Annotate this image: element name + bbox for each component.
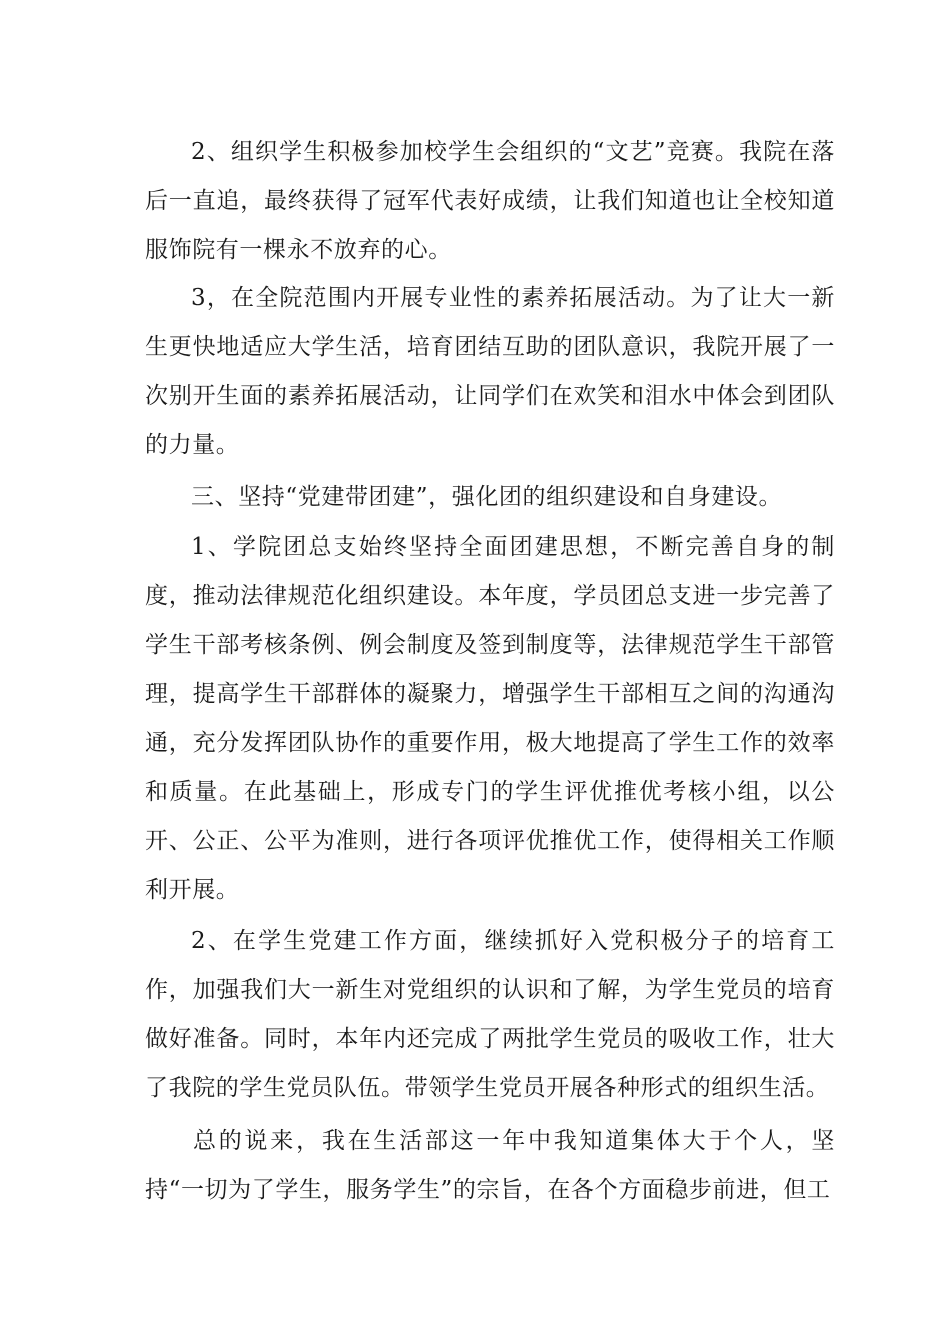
section-heading-party-building: 三、坚持“党建带团建”，强化团的组织建设和自身建设。 — [191, 484, 783, 510]
paragraph-arts-competition: 2、组织学生积极参加校学生会组织的“文艺”竞赛。我院在落后一直追，最终获得了冠军代表好成绩，让我们知道也让全校知道服饰院有一棵永不放弃的心。 — [145, 139, 835, 263]
paragraph-student-party-work: 2、在学生党建工作方面，继续抓好入党积极分子的培育工作，加强我们大一新生对党组织的认识和了解，为学生党员的培育做好准备。同时，本年内还完成了两批学生党员的吸收工作，壮大了我院的学生党员队伍。带领学生党员开展各种形式的组织生活。 — [145, 928, 835, 1101]
paragraph-quality-expansion: 3，在全院范围内开展专业性的素养拓展活动。为了让大一新生更快地适应大学生活，培育团结互助的团队意识，我院开展了一次别开生面的素养拓展活动，让同学们在欢笑和泪水中体会到团队的力量。 — [145, 285, 835, 458]
paragraph-summary: 总的说来，我在生活部这一年中我知道集体大于个人，坚持“一切为了学生，服务学生”的宗旨，在各个方面稳步前进，但工 — [145, 1128, 835, 1203]
paragraph-league-branch-system: 1、学院团总支始终坚持全面团建思想，不断完善自身的制度，推动法律规范化组织建设。本年度，学员团总支进一步完善了学生干部考核条例、例会制度及签到制度等，法律规范学生干部管理，提高学生干部群体的凝聚力，增强学生干部相互之间的沟通沟通，充分发挥团队协作的重要作用，极大地提高了学生工作的效率和质量。在此基础上，形成专门的学生评优推优考核小组，以公开、公正、公平为准则，进行各项评优推优工作，使得相关工作顺利开展。 — [145, 534, 835, 903]
